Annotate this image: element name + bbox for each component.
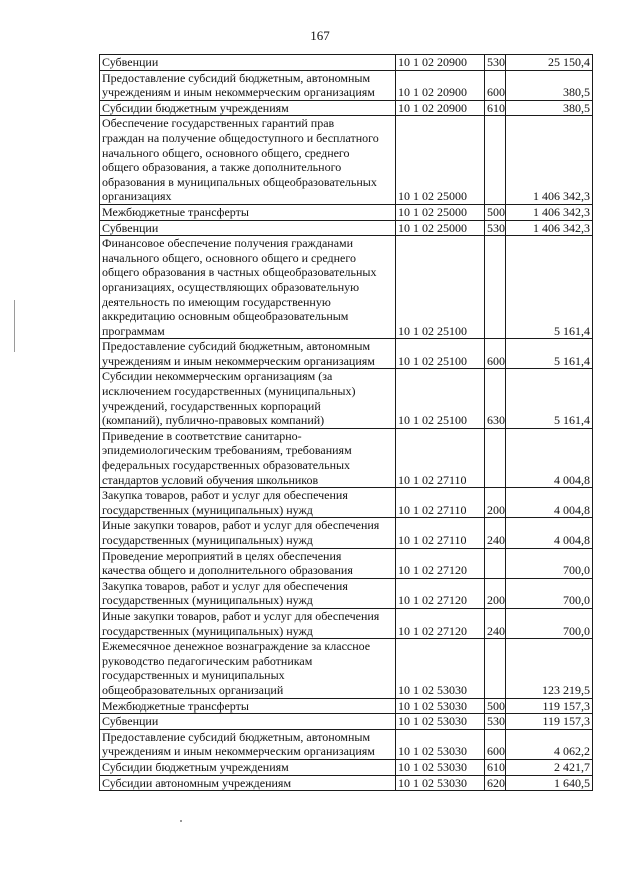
table-row	[100, 775, 593, 791]
row-expense-type-cell: 530	[485, 55, 506, 71]
row-expense-type-cell: 620	[485, 775, 506, 791]
row-code-cell: 10 1 02 25000	[396, 204, 485, 220]
row-name-cell: Ежемесячное денежное вознаграждение за классное руководство педагогическим работникам государственных и муниципальных общеобразовательных организаций	[100, 639, 396, 698]
table-row	[100, 518, 593, 548]
row-code-cell: 10 1 02 20900	[396, 70, 485, 100]
table-row	[100, 204, 593, 220]
table-row	[100, 369, 593, 428]
row-name-cell: Проведение мероприятий в целях обеспечения качества общего и дополнительного образования	[100, 548, 396, 578]
row-amount-cell: 700,0	[506, 548, 593, 578]
row-code-cell: 10 1 02 27110	[396, 518, 485, 548]
row-expense-type-cell	[485, 236, 506, 339]
row-code-cell: 10 1 02 20900	[396, 100, 485, 116]
table-row	[100, 714, 593, 730]
row-expense-type-cell	[485, 428, 506, 487]
row-name-cell: Закупка товаров, работ и услуг для обеспечения государственных (муниципальных) нужд	[100, 488, 396, 518]
table-row	[100, 55, 593, 71]
row-expense-type-cell: 530	[485, 714, 506, 730]
table-row	[100, 70, 593, 100]
row-name-cell: Закупка товаров, работ и услуг для обеспечения государственных (муниципальных) нужд	[100, 578, 396, 608]
row-expense-type-cell: 630	[485, 369, 506, 428]
row-name-cell: Финансовое обеспечение получения гражданами начального общего, основного общего и среднего общего образования в частных общеобразовательных организациях, осуществляющих образовательную деятельность по имеющим государственную аккредитацию основным общеобразовательным программам	[100, 236, 396, 339]
row-amount-cell: 380,5	[506, 70, 593, 100]
row-amount-cell: 1 406 342,3	[506, 116, 593, 205]
row-expense-type-cell: 530	[485, 220, 506, 236]
row-name-cell: Обеспечение государственных гарантий прав граждан на получение общедоступного и бесплатного начального общего, основного общего, среднего общего образования, а также дополнительного образования в муниципальных общеобразовательных организациях	[100, 116, 396, 205]
row-name-cell: Субвенции	[100, 714, 396, 730]
row-code-cell: 10 1 02 25100	[396, 369, 485, 428]
row-name-cell: Иные закупки товаров, работ и услуг для обеспечения государственных (муниципальных) нужд	[100, 608, 396, 638]
row-amount-cell: 119 157,3	[506, 698, 593, 714]
row-amount-cell: 4 004,8	[506, 488, 593, 518]
row-code-cell: 10 1 02 25100	[396, 339, 485, 369]
row-code-cell: 10 1 02 27120	[396, 548, 485, 578]
row-name-cell: Субсидии некоммерческим организациям (за исключением государственных (муниципальных) учреждений, государственных корпораций (компаний), публично-правовых компаний)	[100, 369, 396, 428]
row-name-cell: Субвенции	[100, 55, 396, 71]
row-amount-cell: 380,5	[506, 100, 593, 116]
row-amount-cell: 1 640,5	[506, 775, 593, 791]
row-amount-cell: 5 161,4	[506, 339, 593, 369]
row-name-cell: Предоставление субсидий бюджетным, автономным учреждениям и иным некоммерческим организациям	[100, 729, 396, 759]
row-expense-type-cell: 200	[485, 488, 506, 518]
row-expense-type-cell: 600	[485, 339, 506, 369]
row-expense-type-cell	[485, 639, 506, 698]
row-name-cell: Предоставление субсидий бюджетным, автономным учреждениям и иным некоммерческим организациям	[100, 70, 396, 100]
row-code-cell: 10 1 02 25000	[396, 220, 485, 236]
row-code-cell: 10 1 02 53030	[396, 759, 485, 775]
row-amount-cell: 1 406 342,3	[506, 204, 593, 220]
row-code-cell: 10 1 02 53030	[396, 729, 485, 759]
table-row	[100, 488, 593, 518]
table-row	[100, 578, 593, 608]
row-code-cell: 10 1 02 27110	[396, 428, 485, 487]
row-name-cell: Субсидии автономным учреждениям	[100, 775, 396, 791]
row-expense-type-cell: 500	[485, 698, 506, 714]
budget-table-body	[100, 55, 593, 791]
row-code-cell: 10 1 02 27120	[396, 608, 485, 638]
table-row	[100, 100, 593, 116]
row-expense-type-cell: 600	[485, 729, 506, 759]
row-name-cell: Субвенции	[100, 220, 396, 236]
row-code-cell: 10 1 02 53030	[396, 639, 485, 698]
page-number: 167	[310, 28, 330, 43]
row-expense-type-cell: 200	[485, 578, 506, 608]
table-row	[100, 759, 593, 775]
table-row	[100, 428, 593, 487]
row-code-cell: 10 1 02 53030	[396, 698, 485, 714]
row-name-cell: Иные закупки товаров, работ и услуг для обеспечения государственных (муниципальных) нужд	[100, 518, 396, 548]
row-code-cell: 10 1 02 53030	[396, 714, 485, 730]
table-row	[100, 236, 593, 339]
row-name-cell: Предоставление субсидий бюджетным, автономным учреждениям и иным некоммерческим организациям	[100, 339, 396, 369]
table-row	[100, 729, 593, 759]
row-name-cell: Субсидии бюджетным учреждениям	[100, 100, 396, 116]
row-name-cell: Межбюджетные трансферты	[100, 204, 396, 220]
row-expense-type-cell: 240	[485, 518, 506, 548]
row-amount-cell: 123 219,5	[506, 639, 593, 698]
row-amount-cell: 5 161,4	[506, 369, 593, 428]
table-row	[100, 220, 593, 236]
row-expense-type-cell	[485, 548, 506, 578]
budget-table	[99, 54, 593, 791]
row-name-cell: Межбюджетные трансферты	[100, 698, 396, 714]
row-amount-cell: 4 004,8	[506, 518, 593, 548]
table-row	[100, 116, 593, 205]
row-amount-cell: 119 157,3	[506, 714, 593, 730]
row-code-cell: 10 1 02 25100	[396, 236, 485, 339]
row-amount-cell: 4 062,2	[506, 729, 593, 759]
row-amount-cell: 5 161,4	[506, 236, 593, 339]
scan-speck	[180, 820, 182, 822]
row-expense-type-cell: 500	[485, 204, 506, 220]
row-amount-cell: 1 406 342,3	[506, 220, 593, 236]
row-code-cell: 10 1 02 27120	[396, 578, 485, 608]
row-code-cell: 10 1 02 27110	[396, 488, 485, 518]
table-row	[100, 339, 593, 369]
row-code-cell: 10 1 02 20900	[396, 55, 485, 71]
table-row	[100, 608, 593, 638]
row-expense-type-cell: 600	[485, 70, 506, 100]
row-expense-type-cell: 240	[485, 608, 506, 638]
row-amount-cell: 25 150,4	[506, 55, 593, 71]
row-expense-type-cell	[485, 116, 506, 205]
row-amount-cell: 4 004,8	[506, 428, 593, 487]
table-row	[100, 639, 593, 698]
row-amount-cell: 700,0	[506, 608, 593, 638]
table-row	[100, 698, 593, 714]
table-row	[100, 548, 593, 578]
row-amount-cell: 2 421,7	[506, 759, 593, 775]
row-expense-type-cell: 610	[485, 100, 506, 116]
row-amount-cell: 700,0	[506, 578, 593, 608]
margin-scan-mark	[14, 300, 15, 352]
row-name-cell: Субсидии бюджетным учреждениям	[100, 759, 396, 775]
row-code-cell: 10 1 02 25000	[396, 116, 485, 205]
row-code-cell: 10 1 02 53030	[396, 775, 485, 791]
row-expense-type-cell: 610	[485, 759, 506, 775]
row-name-cell: Приведение в соответствие санитарно- эпидемиологическим требованиям, требованиям федеральных государственных образовательных стандартов условий обучения школьников	[100, 428, 396, 487]
